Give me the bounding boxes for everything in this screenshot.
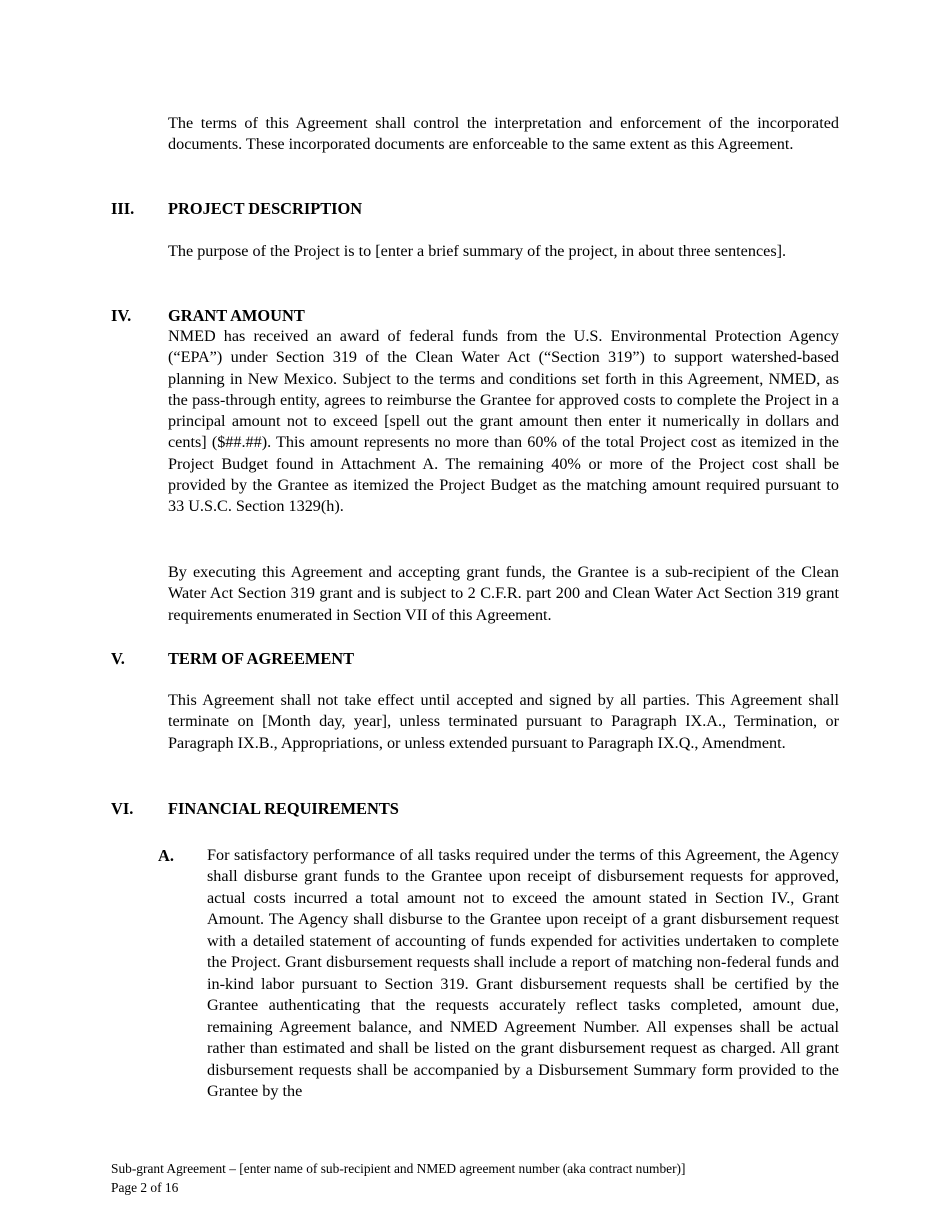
intro-paragraph: The terms of this Agreement shall control the interpretation and enforcement of the incorporated documents. These incorporated documents are enforceable to the same extent as this Agreement.	[168, 114, 839, 154]
section-v-title: TERM OF AGREEMENT	[168, 649, 355, 668]
section-iv-paragraph-2: By executing this Agreement and accepting grant funds, the Grantee is a sub-recipient of the Clean Water Act Section 319 grant and is subject to 2 C.F.R. part 200 and Clean Water Act Section 319 grant requirements enumerated in Section VII of this Agreement.	[168, 563, 839, 624]
subsection-a-letter: A.	[158, 846, 174, 865]
section-iii-number: III.	[111, 199, 135, 218]
section-iii-paragraph: The purpose of the Project is to [enter a brief summary of the project, in about three sentences].	[168, 242, 787, 260]
section-iv-title: GRANT AMOUNT	[168, 306, 305, 325]
section-iii-title: PROJECT DESCRIPTION	[168, 199, 363, 218]
section-vi-number: VI.	[111, 799, 134, 818]
section-v-paragraph: This Agreement shall not take effect until accepted and signed by all parties. This Agreement shall terminate on [Month day, year], unless terminated pursuant to Paragraph IX.A., Termination, or Paragraph IX.B., Appropriations, or unless extended pursuant to Paragraph IX.Q., Amendment.	[168, 691, 839, 752]
section-v-number: V.	[111, 649, 125, 668]
section-iv-number: IV.	[111, 306, 132, 325]
footer-agreement-line: Sub-grant Agreement – [enter name of sub-recipient and NMED agreement number (aka contract number)]	[111, 1161, 686, 1176]
subsection-a-paragraph: For satisfactory performance of all tasks required under the terms of this Agreement, the Agency shall disburse grant funds to the Grantee upon receipt of disbursement requests for approved, actual costs incurred a total amount not to exceed the amount stated in Section IV., Grant Amount. The Agency shall disburse to the Grantee upon receipt of a grant disbursement request with a detailed statement of accounting of funds expended for activities undertaken to complete the Project. Grant disbursement requests shall include a report of matching non-federal funds and in-kind labor pursuant to Section 319. Grant disbursement requests shall be certified by the Grantee authenticating that the requests accurately reflect tasks completed, amount due, remaining Agreement balance, and NMED Agreement Number. All expenses shall be actual rather than estimated and shall be listed on the grant disbursement request as charged. All grant disbursement requests shall be accompanied by a Disbursement Summary form provided to the Grantee by the	[207, 846, 839, 1100]
section-iv-paragraph-1: NMED has received an award of federal funds from the U.S. Environmental Protection Agency (“EPA”) under Section 319 of the Clean Water Act (“Section 319”) to support watershed-based planning in New Mexico. Subject to the terms and conditions set forth in this Agreement, NMED, as the pass-through entity, agrees to reimburse the Grantee for approved costs to complete the Project in a principal amount not to exceed [spell out the grant amount then enter it numerically in dollars and cents] ($##.##). This amount represents no more than 60% of the total Project cost as itemized in the Project Budget found in Attachment A. The remaining 40% or more of the Project cost shall be provided by the Grantee as itemized the Project Budget as the matching amount required pursuant to 33 U.S.C. Section 1329(h).	[168, 327, 839, 516]
section-vi-title: FINANCIAL REQUIREMENTS	[168, 799, 399, 818]
footer-page-number: Page 2 of 16	[111, 1180, 179, 1195]
